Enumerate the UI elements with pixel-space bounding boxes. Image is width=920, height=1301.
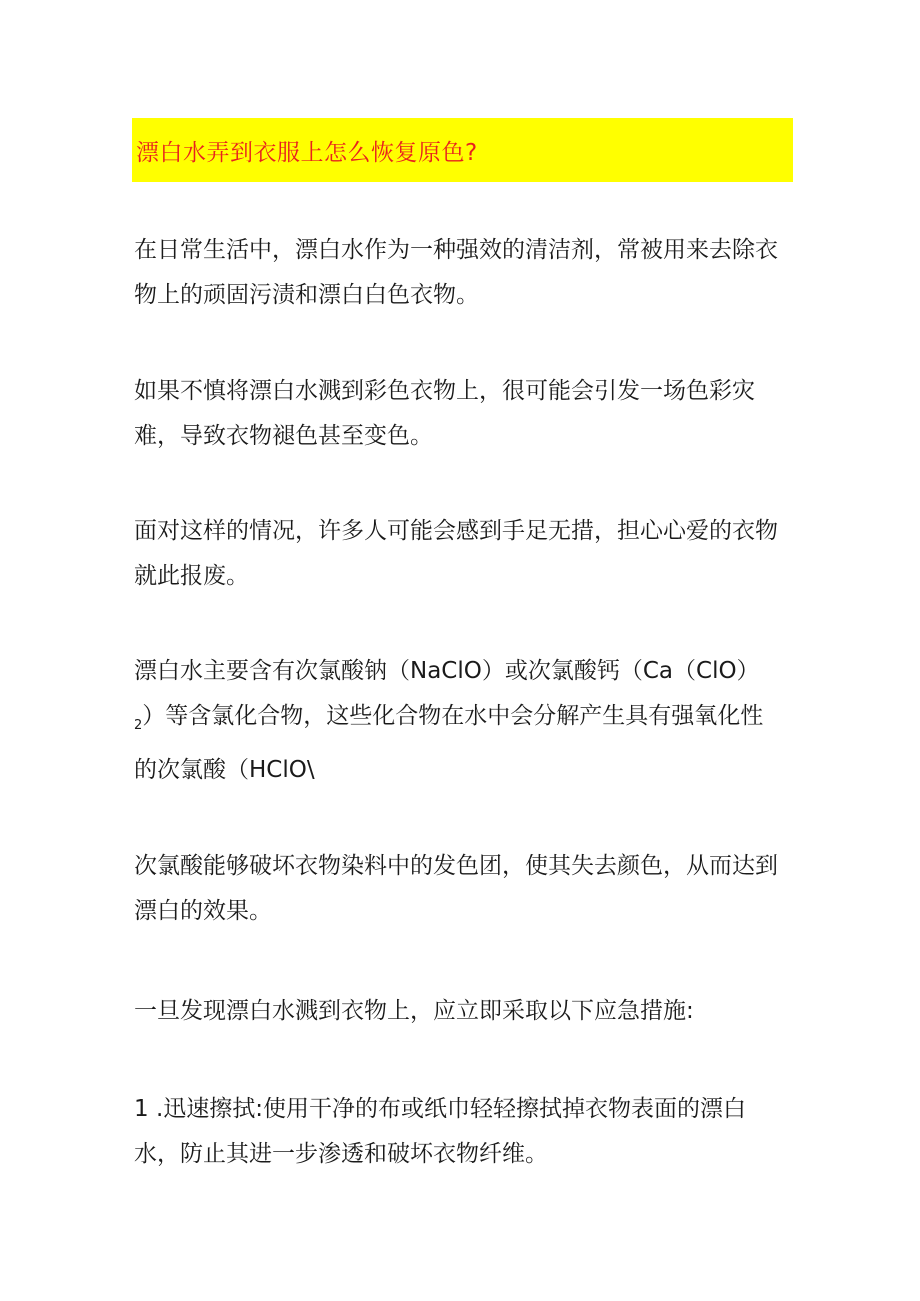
- paragraph-emergency-intro: 一旦发现漂白水溅到衣物上，应立即采取以下应急措施:: [134, 998, 694, 1024]
- paragraph-intro: 在日常生活中，漂白水作为一种强效的清洁剂，常被用来去除衣 物上的顽固污渍和漂白白色衣物。: [134, 237, 778, 308]
- title-highlight: [132, 118, 793, 182]
- chem-subscript: 2: [134, 718, 143, 733]
- paragraph-risk: 如果不慎将漂白水溅到彩色衣物上，很可能会引发一场色彩灾 难，导致衣物褪色甚至变色。: [134, 378, 755, 449]
- paragraph-mechanism: 次氯酸能够破坏衣物染料中的发色团，使其失去颜色，从而达到 漂白的效果。: [134, 853, 778, 924]
- chem-line-3: 的次氯酸（HClO\: [134, 757, 315, 783]
- chem-line-1: 漂白水主要含有次氯酸钠（NaClO）或次氯酸钙（Ca（ClO）: [134, 658, 760, 684]
- paragraph-worry: 面对这样的情况，许多人可能会感到手足无措，担心心爱的衣物 就此报废。: [134, 518, 778, 589]
- paragraph-chemistry: [134, 649, 794, 793]
- chem-line-2: ）等含氯化合物，这些化合物在水中会分解产生具有强氧化性: [142, 703, 764, 729]
- document-title: 漂白水弄到衣服上怎么恢复原色?: [136, 139, 478, 166]
- list-item-step-1: 1 .迅速擦拭:使用干净的布或纸巾轻轻擦拭掉衣物表面的漂白 水，防止其进一步渗透和破坏衣物纤维。: [134, 1096, 747, 1167]
